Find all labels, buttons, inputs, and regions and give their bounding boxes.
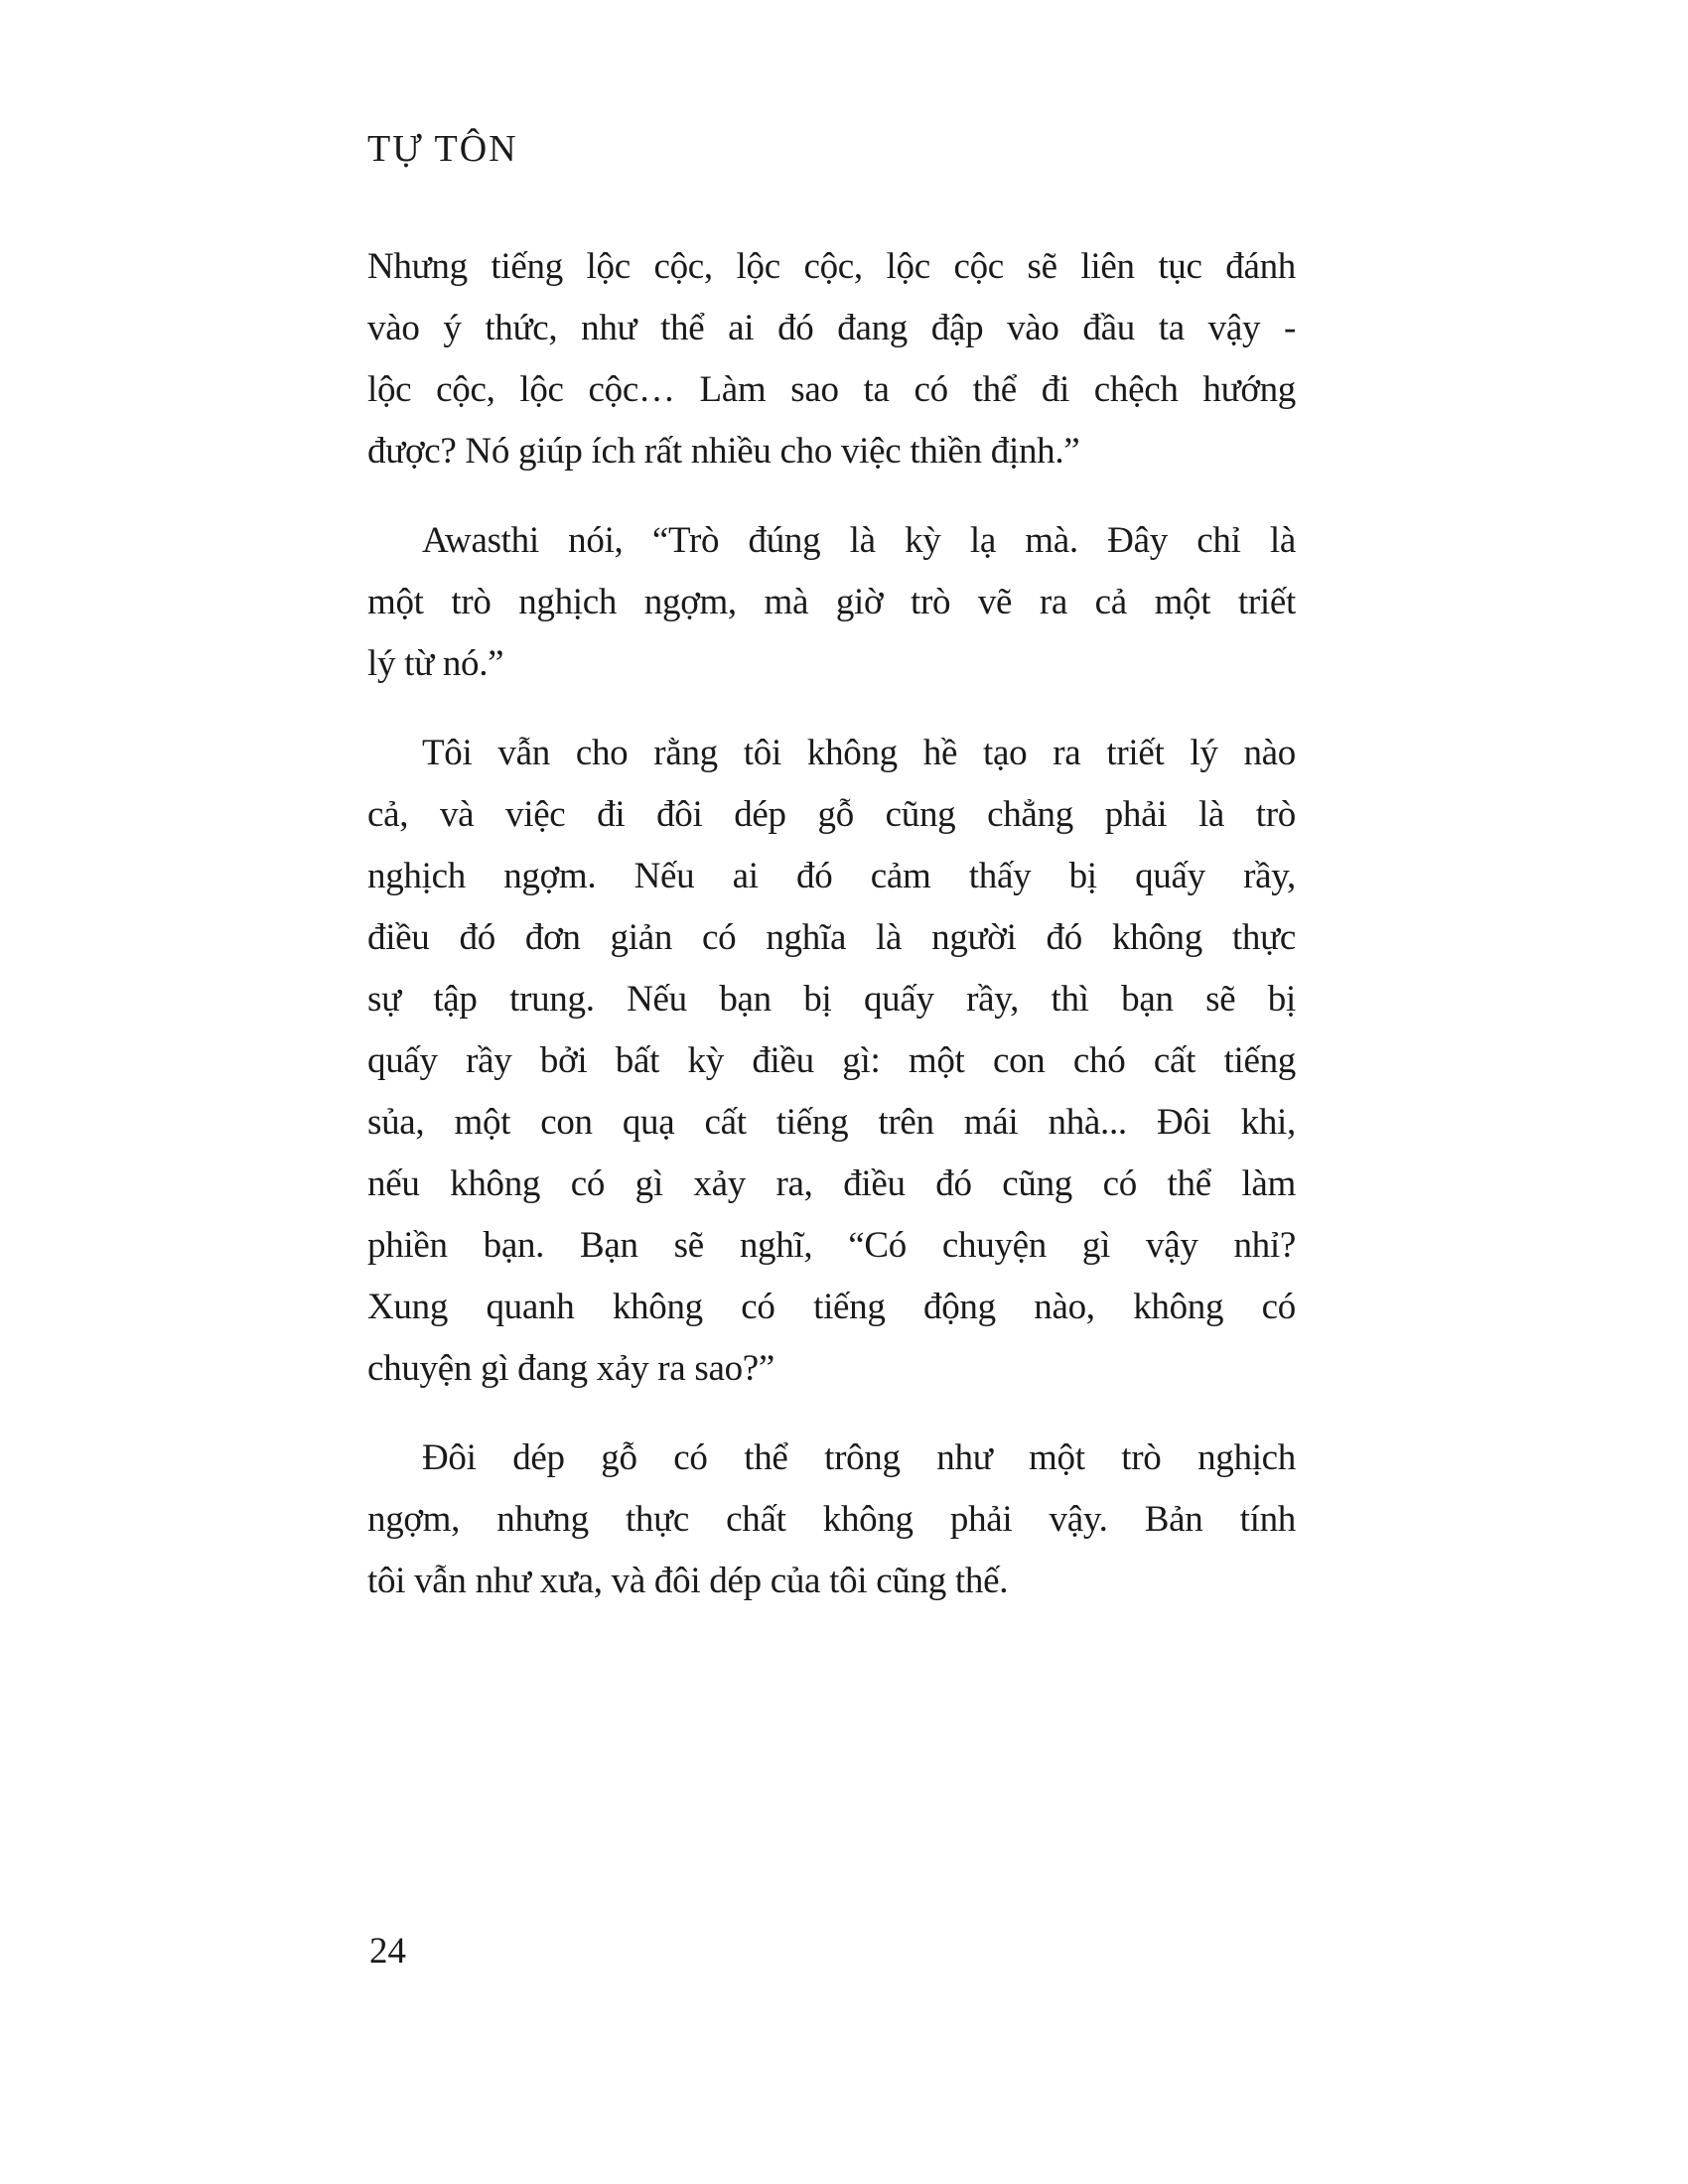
paragraph — [367, 236, 1296, 482]
text-line: phiền bạn. Bạn sẽ nghĩ, “Có chuyện gì vậy nhỉ? — [367, 1225, 1296, 1266]
paragraph — [367, 723, 1296, 1400]
text-line: điều đó đơn giản có nghĩa là người đó không thực — [367, 917, 1296, 958]
page-number: 24 — [369, 1931, 406, 1972]
paragraph — [367, 1428, 1296, 1612]
text-line: một trò nghịch ngợm, mà giờ trò vẽ ra cả một triết — [367, 582, 1296, 622]
text-line: nghịch ngợm. Nếu ai đó cảm thấy bị quấy rầy, — [367, 856, 1296, 896]
text-line: sự tập trung. Nếu bạn bị quấy rầy, thì bạn sẽ bị — [367, 979, 1296, 1020]
text-line: Awasthi nói, “Trò đúng là kỳ lạ mà. Đây chỉ là — [422, 520, 1296, 561]
text-line: vào ý thức, như thể ai đó đang đập vào đầu ta vậy - — [367, 308, 1296, 348]
text-line: lộc cộc, lộc cộc… Làm sao ta có thể đi chệch hướng — [367, 369, 1296, 410]
text-line: Xung quanh không có tiếng động nào, không có — [367, 1287, 1296, 1327]
text-line: được? Nó giúp ích rất nhiều cho việc thiền định.” — [367, 431, 1080, 472]
text-line: cả, và việc đi đôi dép gỗ cũng chẳng phải là trò — [367, 794, 1296, 835]
text-line: chuyện gì đang xảy ra sao?” — [367, 1348, 775, 1389]
running-header: TỰ TÔN — [367, 128, 518, 170]
text-line: sủa, một con quạ cất tiếng trên mái nhà... Đôi khi, — [367, 1102, 1296, 1143]
text-line: lý từ nó.” — [367, 643, 504, 684]
text-line: Nhưng tiếng lộc cộc, lộc cộc, lộc cộc sẽ liên tục đánh — [367, 246, 1296, 287]
text-line: tôi vẫn như xưa, và đôi dép của tôi cũng thế. — [367, 1561, 1009, 1601]
text-line: Đôi dép gỗ có thể trông như một trò nghịch — [422, 1437, 1296, 1478]
text-line: Tôi vẫn cho rằng tôi không hề tạo ra triết lý nào — [422, 733, 1296, 773]
text-line: nếu không có gì xảy ra, điều đó cũng có thể làm — [367, 1163, 1296, 1204]
paragraph — [367, 510, 1296, 695]
text-line: ngợm, nhưng thực chất không phải vậy. Bản tính — [367, 1499, 1296, 1540]
text-line: quấy rầy bởi bất kỳ điều gì: một con chó cất tiếng — [367, 1040, 1296, 1081]
body-text — [367, 236, 1296, 1640]
